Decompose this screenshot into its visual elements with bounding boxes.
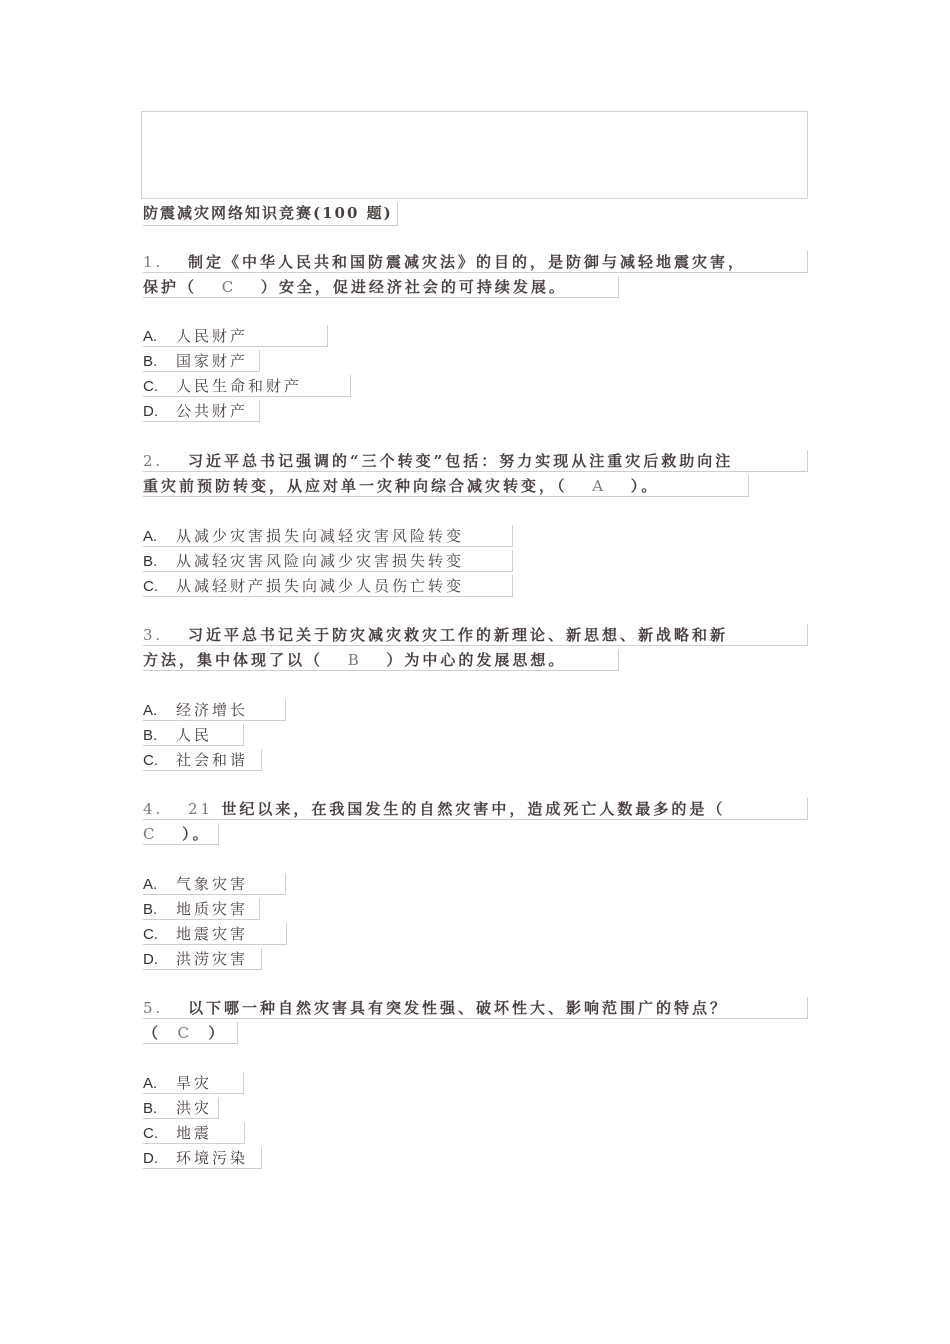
question-1-option-c: C. 人民生命和财产 — [143, 375, 351, 397]
question-1-option-d: D. 公共财产 — [143, 400, 260, 422]
question-5-line-2: （ C ） — [143, 1022, 238, 1044]
question-4-option-c: C. 地震灾害 — [143, 923, 287, 945]
question-3-line-2: 方法，集中体现了以（ B ）为中心的发展思想。 — [143, 649, 619, 671]
question-3-option-c: C. 社会和谐 — [143, 749, 262, 771]
question-3-line-1: 3. 习近平总书记关于防灾减灾救灾工作的新理论、新思想、新战略和新 — [143, 624, 808, 646]
question-5-option-b: B. 洪灾 — [143, 1097, 219, 1119]
question-5-option-a: A. 旱灾 — [143, 1072, 244, 1094]
question-4-option-a: A. 气象灾害 — [143, 873, 286, 895]
question-1-line-1: 1. 制定《中华人民共和国防震减灾法》的目的，是防御与减轻地震灾害， — [143, 251, 808, 273]
question-5-option-d: D. 环境污染 — [143, 1147, 262, 1169]
question-1-line-2: 保护（ C ）安全，促进经济社会的可持续发展。 — [143, 276, 619, 298]
question-1-option-a: A. 人民财产 — [143, 325, 328, 347]
question-5-line-1: 5. 以下哪一种自然灾害具有突发性强、破坏性大、影响范围广的特点？ — [143, 997, 808, 1019]
question-4-option-d: D. 洪涝灾害 — [143, 948, 262, 970]
question-4-line-1: 4. 21 世纪以来，在我国发生的自然灾害中，造成死亡人数最多的是（ — [143, 798, 808, 820]
question-4-line-2: C ）。 — [143, 823, 219, 845]
document-title: 防震减灾网络知识竞赛(100 题) — [143, 202, 398, 226]
question-3-option-b: B. 人民 — [143, 724, 244, 746]
question-3-option-a: A. 经济增长 — [143, 699, 286, 721]
question-2-option-c: C. 从减轻财产损失向减少人员伤亡转变 — [143, 575, 513, 597]
question-2-line-2: 重灾前预防转变，从应对单一灾种向综合减灾转变，（ A ）。 — [143, 475, 749, 497]
question-2-line-1: 2. 习近平总书记强调的“三个转变”包括：努力实现从注重灾后救助向注 — [143, 450, 808, 472]
header-blank-box — [141, 111, 808, 199]
question-5-option-c: C. 地震 — [143, 1122, 245, 1144]
question-1-option-b: B. 国家财产 — [143, 350, 260, 372]
question-2-option-b: B. 从减轻灾害风险向减少灾害损失转变 — [143, 550, 513, 572]
question-4-option-b: B. 地质灾害 — [143, 898, 260, 920]
question-2-option-a: A. 从减少灾害损失向减轻灾害风险转变 — [143, 525, 513, 547]
